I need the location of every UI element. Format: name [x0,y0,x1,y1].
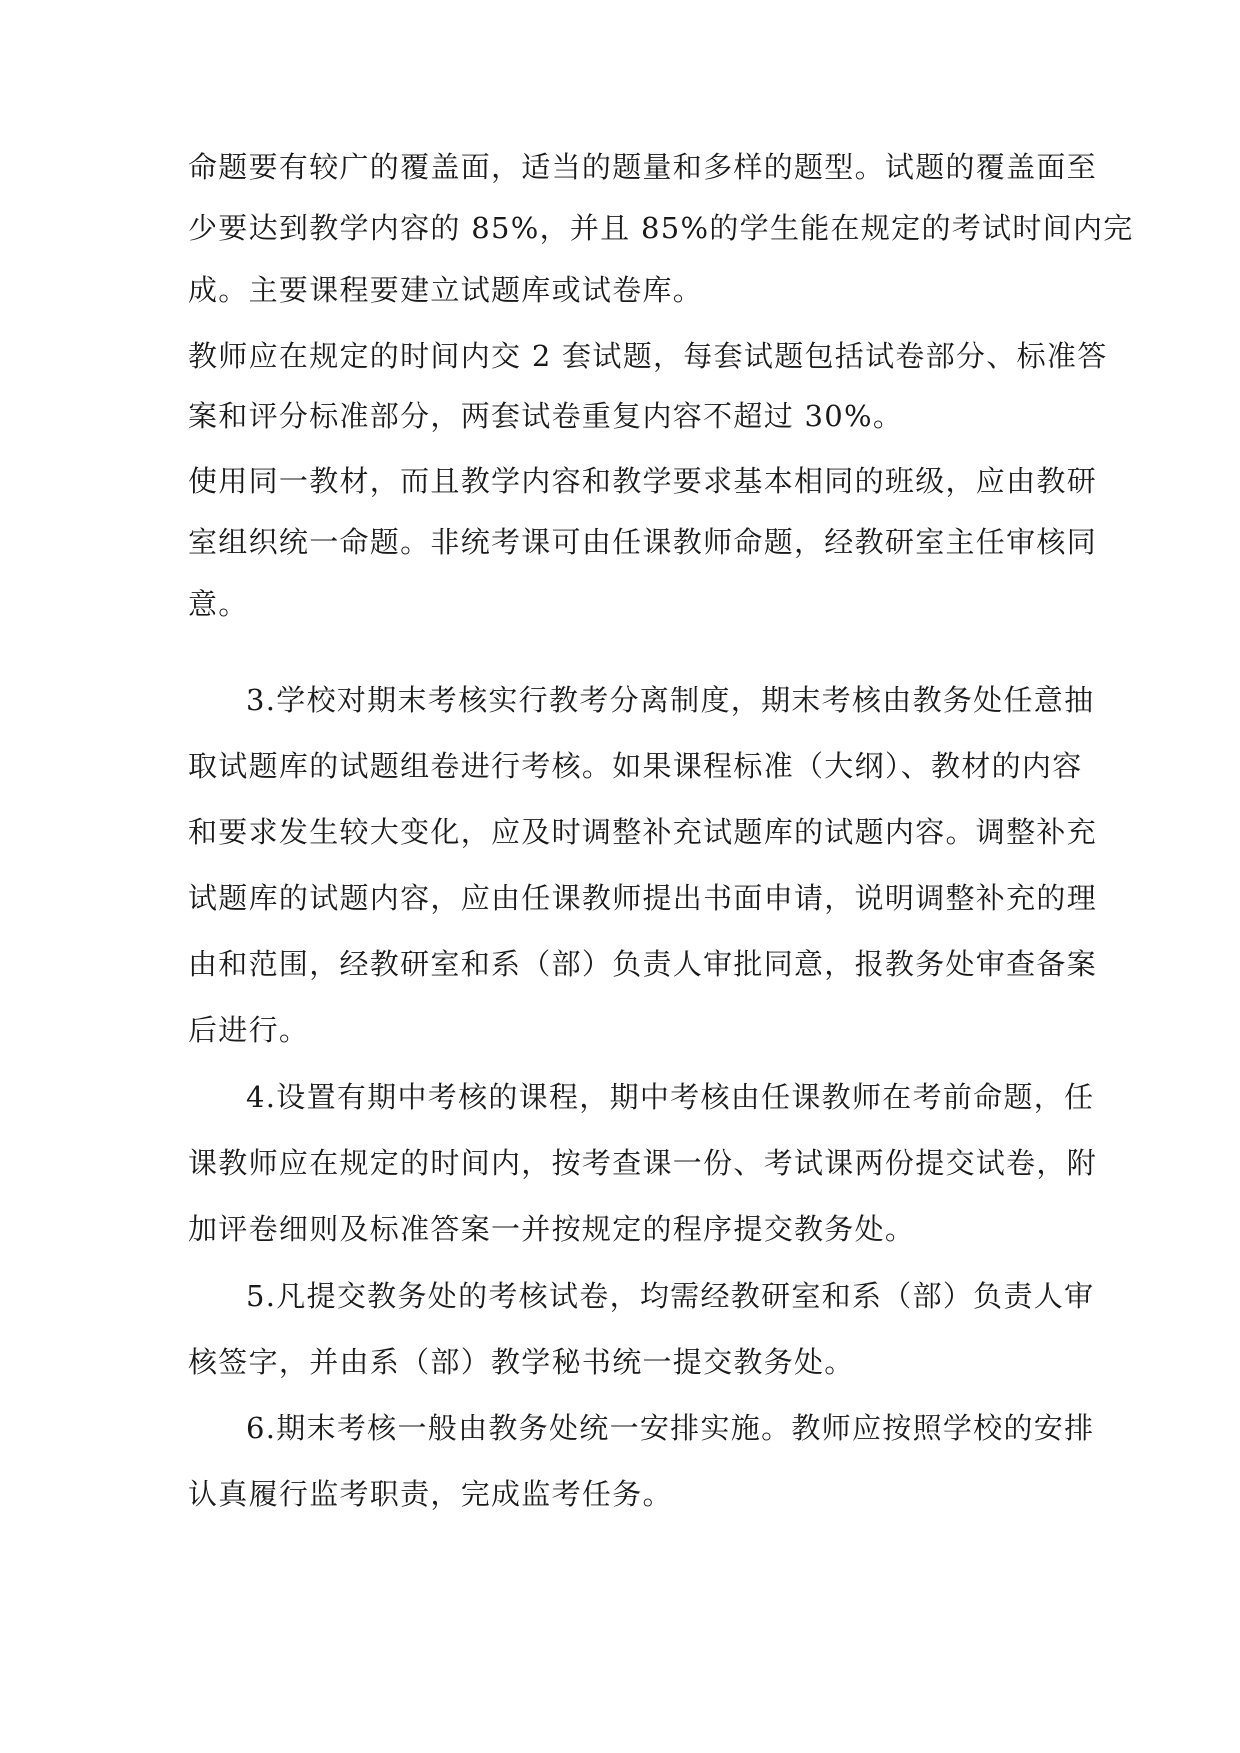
paragraph-line: 3.学校对期末考核实行教考分离制度，期末考核由教务处任意抽 [246,683,1095,717]
paragraph-line: 教师应在规定的时间内交 2 套试题，每套试题包括试卷部分、标准答 [188,339,1108,373]
paragraph-line: 核签字，并由系（部）教学秘书统一提交教务处。 [188,1345,855,1379]
paragraph-line: 室组织统一命题。非统考课可由任课教师命题，经教研室主任审核同 [188,525,1098,559]
paragraph-line: 由和范围，经教研室和系（部）负责人审批同意，报教务处审查备案 [188,947,1098,981]
paragraph-line: 成。主要课程要建立试题库或试卷库。 [188,273,704,307]
paragraph-line: 取试题库的试题组卷进行考核。如果课程标准（大纲）、教材的内容 [188,749,1083,783]
paragraph-line: 意。 [188,587,249,621]
paragraph-line: 命题要有较广的覆盖面，适当的题量和多样的题型。试题的覆盖面至 [188,150,1098,184]
paragraph-line: 少要达到教学内容的 85%，并且 85%的学生能在规定的考试时间内完 [188,211,1134,245]
paragraph-line: 试题库的试题内容，应由任课教师提出书面申请，说明调整补充的理 [188,881,1098,915]
paragraph-line: 5.凡提交教务处的考核试卷，均需经教研室和系（部）负责人审 [246,1279,1095,1313]
paragraph-line: 课教师应在规定的时间内，按考查课一份、考试课两份提交试卷，附 [188,1146,1098,1180]
paragraph-line: 后进行。 [188,1013,310,1047]
paragraph-line: 6.期末考核一般由教务处统一安排实施。教师应按照学校的安排 [246,1411,1095,1445]
paragraph-line: 使用同一教材，而且教学内容和教学要求基本相同的班级，应由教研 [188,464,1098,498]
paragraph-line: 4.设置有期中考核的课程，期中考核由任课教师在考前命题，任 [246,1080,1095,1114]
paragraph-line: 和要求发生较大变化，应及时调整补充试题库的试题内容。调整补充 [188,815,1098,849]
paragraph-line: 加评卷细则及标准答案一并按规定的程序提交教务处。 [188,1212,916,1246]
paragraph-line: 认真履行监考职责，完成监考任务。 [188,1477,673,1511]
paragraph-line: 案和评分标准部分，两套试卷重复内容不超过 30%。 [188,399,904,433]
